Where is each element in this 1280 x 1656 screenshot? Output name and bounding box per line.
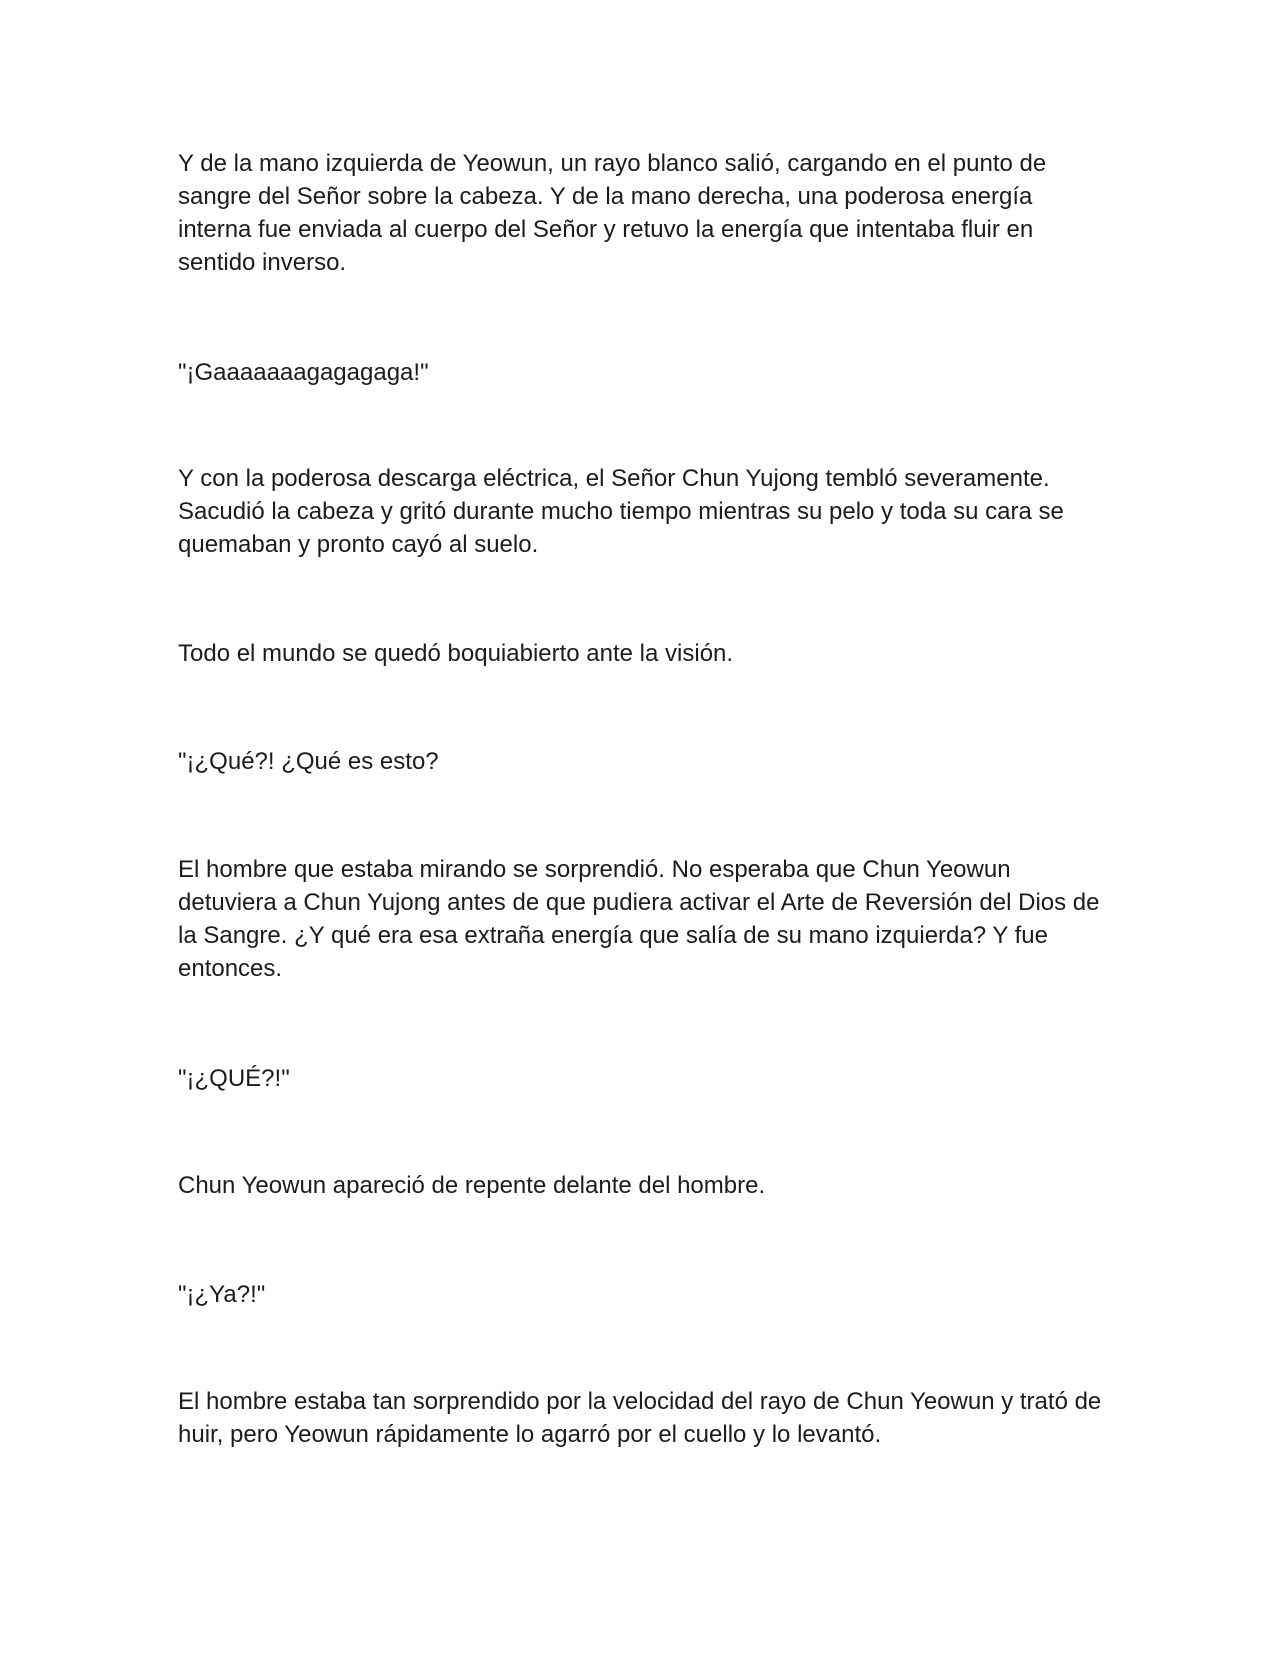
dialogue-line: "¡Gaaaaaaagagagaga!" bbox=[178, 359, 429, 386]
dialogue-line: "¡¿Ya?!" bbox=[178, 1281, 266, 1308]
paragraph: Chun Yeowun apareció de repente delante del hombre. bbox=[178, 1172, 766, 1199]
paragraph: El hombre estaba tan sorprendido por la velocidad del rayo de Chun Yeowun y trató de huir, pero Yeowun rápidamente lo agarró por el cuello y lo levantó. bbox=[178, 1388, 1102, 1448]
dialogue-line: "¡¿QUÉ?!" bbox=[178, 1065, 290, 1092]
paragraph: Y de la mano izquierda de Yeowun, un rayo blanco salió, cargando en el punto de sangre del Señor sobre la cabeza. Y de la mano derecha, una poderosa energía interna fue enviada al cuerpo del Señor y retuvo la energía que intentaba fluir en sentido inverso. bbox=[178, 150, 1047, 276]
paragraph: Todo el mundo se quedó boquiabierto ante la visión. bbox=[178, 640, 734, 667]
dialogue-line: "¡¿Qué?! ¿Qué es esto? bbox=[178, 748, 439, 775]
paragraph: El hombre que estaba mirando se sorprendió. No esperaba que Chun Yeowun detuviera a Chun Yujong antes de que pudiera activar el Arte de Reversión del Dios de la Sangre. ¿Y qué era esa extraña energía que salía de su mano izquierda? Y fue entonces. bbox=[178, 856, 1100, 982]
paragraph: Y con la poderosa descarga eléctrica, el Señor Chun Yujong tembló severamente. Sacudió la cabeza y gritó durante mucho tiempo mientras su pelo y toda su cara se quemaban y pronto cayó al suelo. bbox=[178, 465, 1064, 558]
